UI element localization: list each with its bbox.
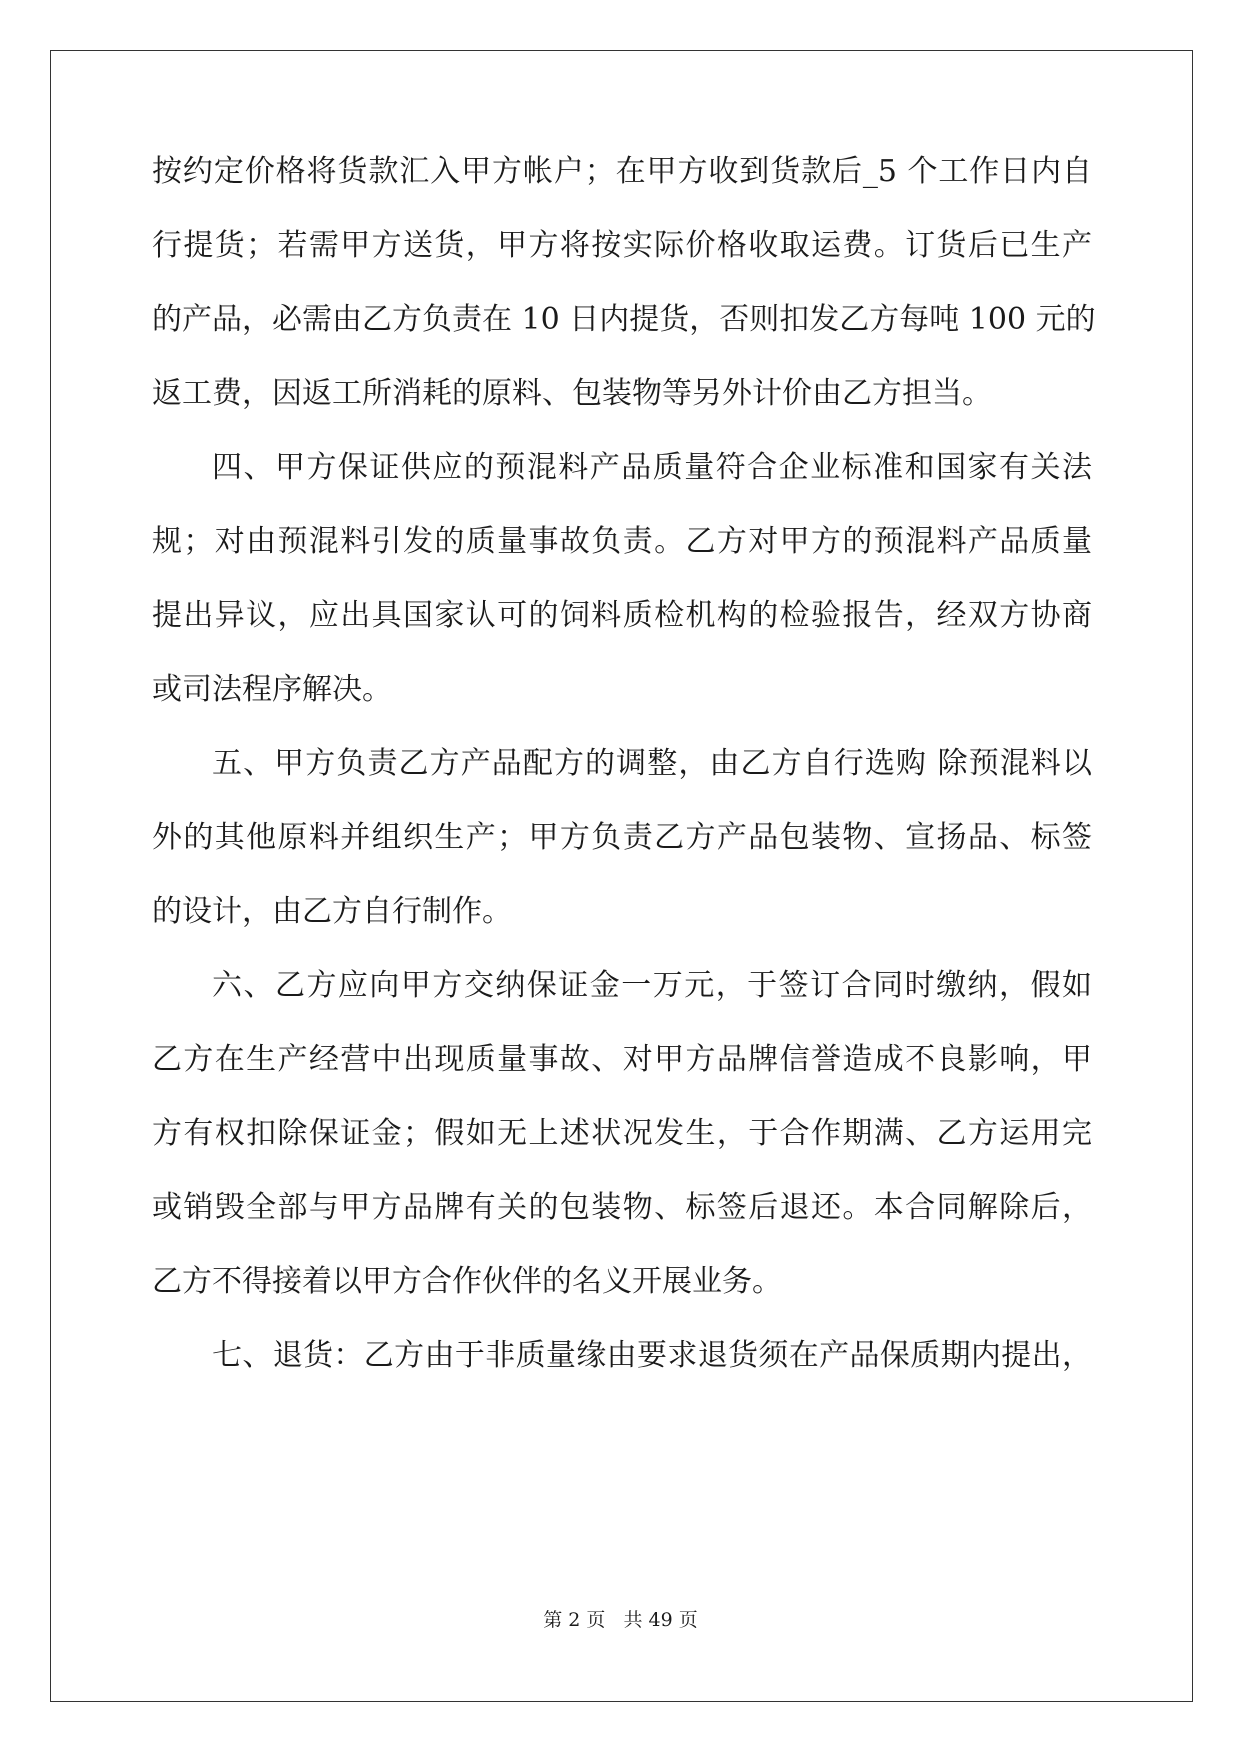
- text-line: 乙方在生产经营中出现质量事故、对甲方品牌信誉造成不良影响，甲: [152, 1042, 1092, 1077]
- text-line: 的产品，必需由乙方负责在 10 日内提货，否则扣发乙方每吨 100 元的: [152, 302, 1096, 337]
- paragraph-start-line: 五、甲方负责乙方产品配方的调整，由乙方自行选购 除预混料以: [212, 746, 1092, 781]
- text-line: 乙方不得接着以甲方合作伙伴的名义开展业务。: [152, 1264, 782, 1299]
- text-line: 的设计，由乙方自行制作。: [152, 894, 512, 929]
- page-total: 共 49 页: [623, 1609, 698, 1631]
- text-line: 返工费，因返工所消耗的原料、包装物等另外计价由乙方担当。: [152, 376, 992, 411]
- text-line: 提出异议，应出具国家认可的饲料质检机构的检验报告，经双方协商: [152, 598, 1092, 633]
- text-line: 或司法程序解决。: [152, 672, 392, 707]
- page-footer: [0, 1607, 1241, 1633]
- text-line: 或销毁全部与甲方品牌有关的包装物、标签后退还。本合同解除后，: [152, 1190, 1092, 1225]
- page-number: 第 2 页: [543, 1609, 606, 1631]
- text-line: 规；对由预混料引发的质量事故负责。乙方对甲方的预混料产品质量: [152, 524, 1092, 559]
- text-line: 行提货；若需甲方送货，甲方将按实际价格收取运费。订货后已生产: [152, 228, 1092, 263]
- text-line: 外的其他原料并组织生产；甲方负责乙方产品包装物、宣扬品、标签: [152, 820, 1092, 855]
- paragraph-start-line: 七、退货：乙方由于非质量缘由要求退货须在产品保质期内提出，: [212, 1338, 1092, 1373]
- text-line: 按约定价格将货款汇入甲方帐户；在甲方收到货款后_5 个工作日内自: [152, 154, 1092, 189]
- paragraph-start-line: 四、甲方保证供应的预混料产品质量符合企业标准和国家有关法: [212, 450, 1092, 485]
- text-line: 方有权扣除保证金；假如无上述状况发生，于合作期满、乙方运用完: [152, 1116, 1092, 1151]
- paragraph-start-line: 六、乙方应向甲方交纳保证金一万元，于签订合同时缴纳，假如: [212, 968, 1092, 1003]
